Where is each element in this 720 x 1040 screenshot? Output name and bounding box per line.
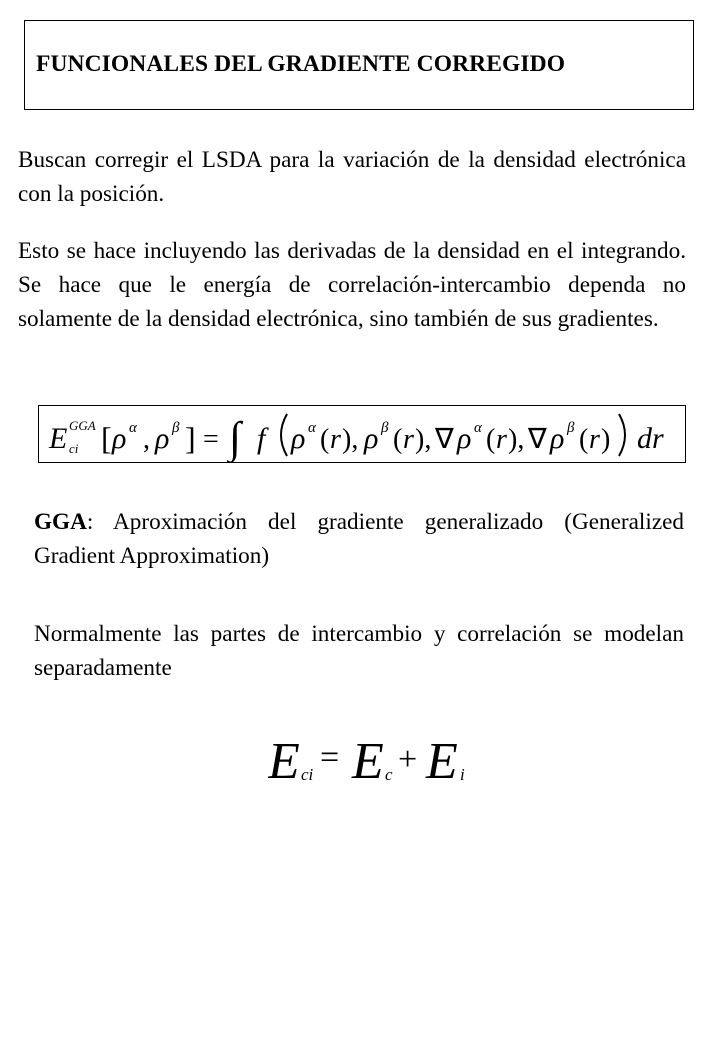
paragraph-lsda: Buscan corregir el LSDA para la variación de la densidad electrónica con la posición. — [18, 147, 686, 207]
formula-paren-2: ( — [393, 424, 403, 455]
formula-nabla-1: ∇ — [435, 424, 454, 455]
formula-big-paren-open — [281, 414, 287, 456]
formula-close-bracket: ] — [185, 420, 196, 456]
formula-r-1: r — [330, 424, 341, 455]
formula-beta-3: β — [567, 420, 575, 436]
formula-alpha-1: α — [129, 420, 137, 436]
formula-open-bracket: [ — [101, 420, 112, 456]
formula-paren-close-2: ), — [415, 424, 432, 455]
paragraph-gradients: Esto se hace incluyendo las derivadas de la densidad en el integrando. Se hace que le energía de correlación-intercambio dependa no solamente de la densidad electrónica, sino también de sus gradientes. — [18, 238, 686, 332]
formula-dr: dr — [637, 422, 664, 455]
exchange-correlation-sum-formula — [268, 730, 488, 790]
formula-rho-5: ρ — [457, 422, 472, 455]
formula-paren-close-4: ) — [601, 424, 611, 455]
formula-nabla-2: ∇ — [528, 424, 547, 455]
page-title: FUNCIONALES DEL GRADIENTE CORREGIDO — [36, 51, 566, 77]
gga-functional-formula — [38, 405, 686, 463]
eq2-e-ci: E — [268, 733, 300, 790]
eq2-e-i: E — [426, 733, 458, 790]
formula-alpha-3: α — [474, 420, 482, 436]
formula-integral: ∫ — [229, 413, 242, 462]
formula-paren-close-1: ), — [342, 424, 359, 455]
eq2-sub-c: c — [385, 765, 393, 784]
formula-rho-6: ρ — [550, 422, 565, 455]
formula-comma-1: , — [143, 424, 150, 455]
formula-big-paren-close — [619, 414, 625, 456]
formula-lhs-sub: ci — [69, 441, 79, 456]
paragraph-separate-models: Normalmente las partes de intercambio y correlación se modelan separadamente — [34, 621, 684, 681]
formula-lhs-sup: GGA — [69, 418, 96, 433]
formula-r-3: r — [496, 424, 507, 455]
formula-r-2: r — [403, 424, 414, 455]
formula-rho-1: ρ — [112, 422, 127, 455]
formula-paren-close-3: ), — [508, 424, 525, 455]
eq2-equals: = — [320, 739, 340, 776]
formula-beta-2: β — [381, 420, 389, 436]
eq2-plus: + — [398, 741, 418, 778]
formula-alpha-2: α — [308, 420, 316, 436]
formula-rho-4: ρ — [364, 422, 379, 455]
eq2-e-c: E — [352, 733, 384, 790]
eq2-sub-i: i — [460, 765, 465, 784]
formula-rho-2: ρ — [155, 422, 170, 455]
eq2-sub-ci: ci — [301, 765, 314, 784]
gga-definition-text: : Aproximación del gradiente generalizado (Generalized Gradient Approximation) — [34, 509, 684, 569]
formula-paren-4: ( — [579, 424, 589, 455]
formula-equals: = — [203, 424, 219, 455]
formula-paren-3: ( — [486, 424, 496, 455]
formula-r-4: r — [589, 424, 600, 455]
formula-beta-1: β — [172, 420, 180, 436]
gga-definition — [34, 505, 684, 573]
formula-f: f — [257, 422, 266, 455]
formula-lhs-e: E — [49, 422, 68, 455]
formula-rho-3: ρ — [291, 422, 306, 455]
formula-paren-1: ( — [320, 424, 330, 455]
gga-abbreviation: GGA — [34, 509, 87, 535]
title-box — [24, 20, 694, 110]
